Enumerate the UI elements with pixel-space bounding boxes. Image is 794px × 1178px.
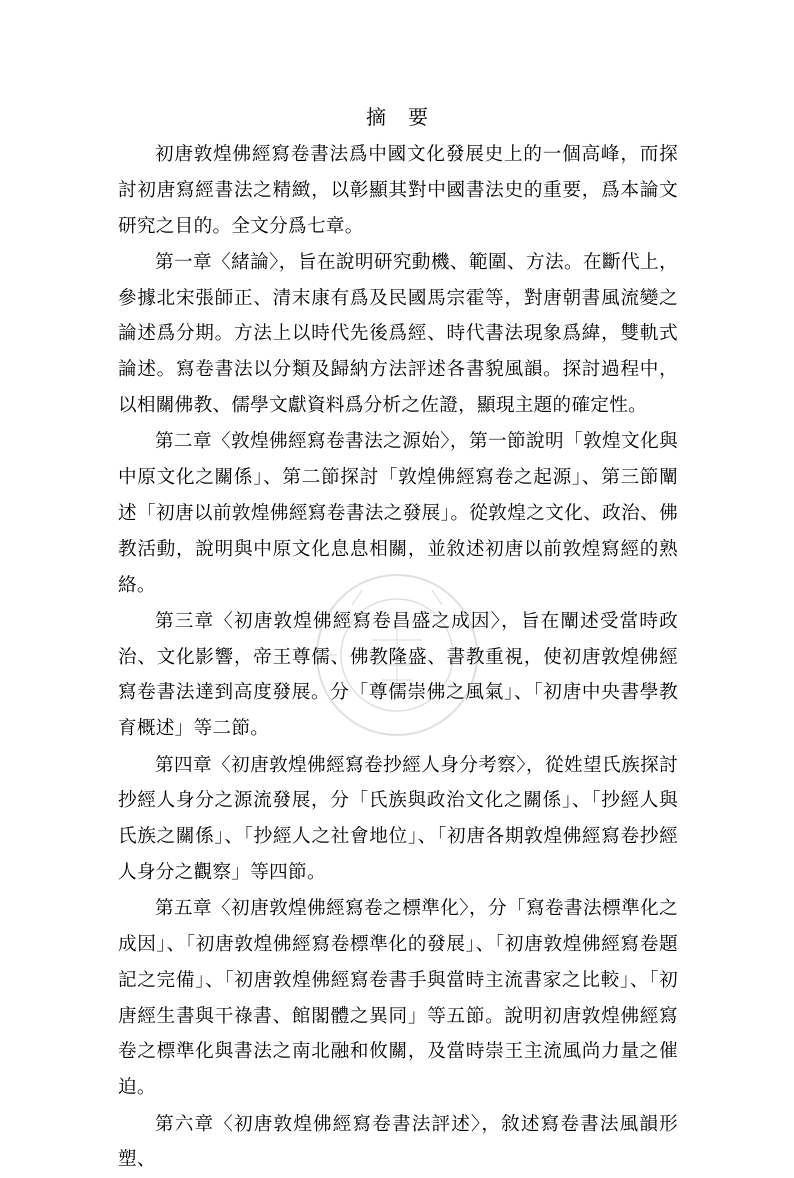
paragraph-chapter-5: 第五章〈初唐敦煌佛經寫卷之標準化〉，分「寫卷書法標準化之成因」、「初唐敦煌佛經寫卷標準化的發展」、「初唐敦煌佛經寫卷題記之完備」、「初唐敦煌佛經寫卷書手與當時主流書家之比較」、「初唐經生書與干祿書、館閣體之異同」等五節。說明初唐敦煌佛經寫卷之標準化與書法之南北融和攸關，及當時崇王主流風尚力量之催迫。	[118, 898, 678, 1099]
paragraph-chapter-2: 第二章〈敦煌佛經寫卷書法之源始〉，第一節說明「敦煌文化與中原文化之關係」、第二節探討「敦煌佛經寫卷之起源」、第三節闡述「初唐以前敦煌佛經寫卷書法之發展」。從敦煌之文化、政治、佛教活動，說明與中原文化息息相關，並敘述初唐以前敦煌寫經的熟絡。	[118, 431, 678, 596]
paragraph-chapter-3: 第三章〈初唐敦煌佛經寫卷昌盛之成因〉，旨在闡述受當時政治、文化影響，帝王尊儒、佛教隆盛、書教重視，使初唐敦煌佛經寫卷書法達到高度發展。分「尊儒崇佛之風氣」、「初唐中央書學教育概述」等二節。	[118, 610, 678, 740]
paragraph-intro: 初唐敦煌佛經寫卷書法爲中國文化發展史上的一個高峰，而探討初唐寫經書法之精緻，以彰顯其對中國書法史的重要，爲本論文研究之目的。全文分爲七章。	[118, 144, 678, 237]
paragraph-chapter-4: 第四章〈初唐敦煌佛經寫卷抄經人身分考察〉，從姓望氏族探討抄經人身分之源流發展，分「氏族與政治文化之關係」、「抄經人與氏族之關係」、「抄經人之社會地位」、「初唐各期敦煌佛經寫卷抄經人身分之觀察」等四節。	[118, 754, 678, 883]
abstract-body	[118, 137, 678, 1178]
paragraph-chapter-1: 第一章〈緒論〉，旨在說明研究動機、範圍、方法。在斷代上，參據北宋張師正、清末康有爲及民國馬宗霍等，對唐朝書風流變之論述爲分期。方法上以時代先後爲經、時代書法現象爲緯，雙軌式論述。寫卷書法以分類及歸納方法評述各書貌風韻。探討過程中，以相關佛教、儒學文獻資料爲分析之佐證，顯現主題的確定性。	[118, 251, 678, 417]
paragraph-chapter-6: 第六章〈初唐敦煌佛經寫卷書法評述〉，敘述寫卷書法風韻形塑、	[118, 1113, 678, 1171]
page-title: 摘要	[366, 105, 450, 129]
